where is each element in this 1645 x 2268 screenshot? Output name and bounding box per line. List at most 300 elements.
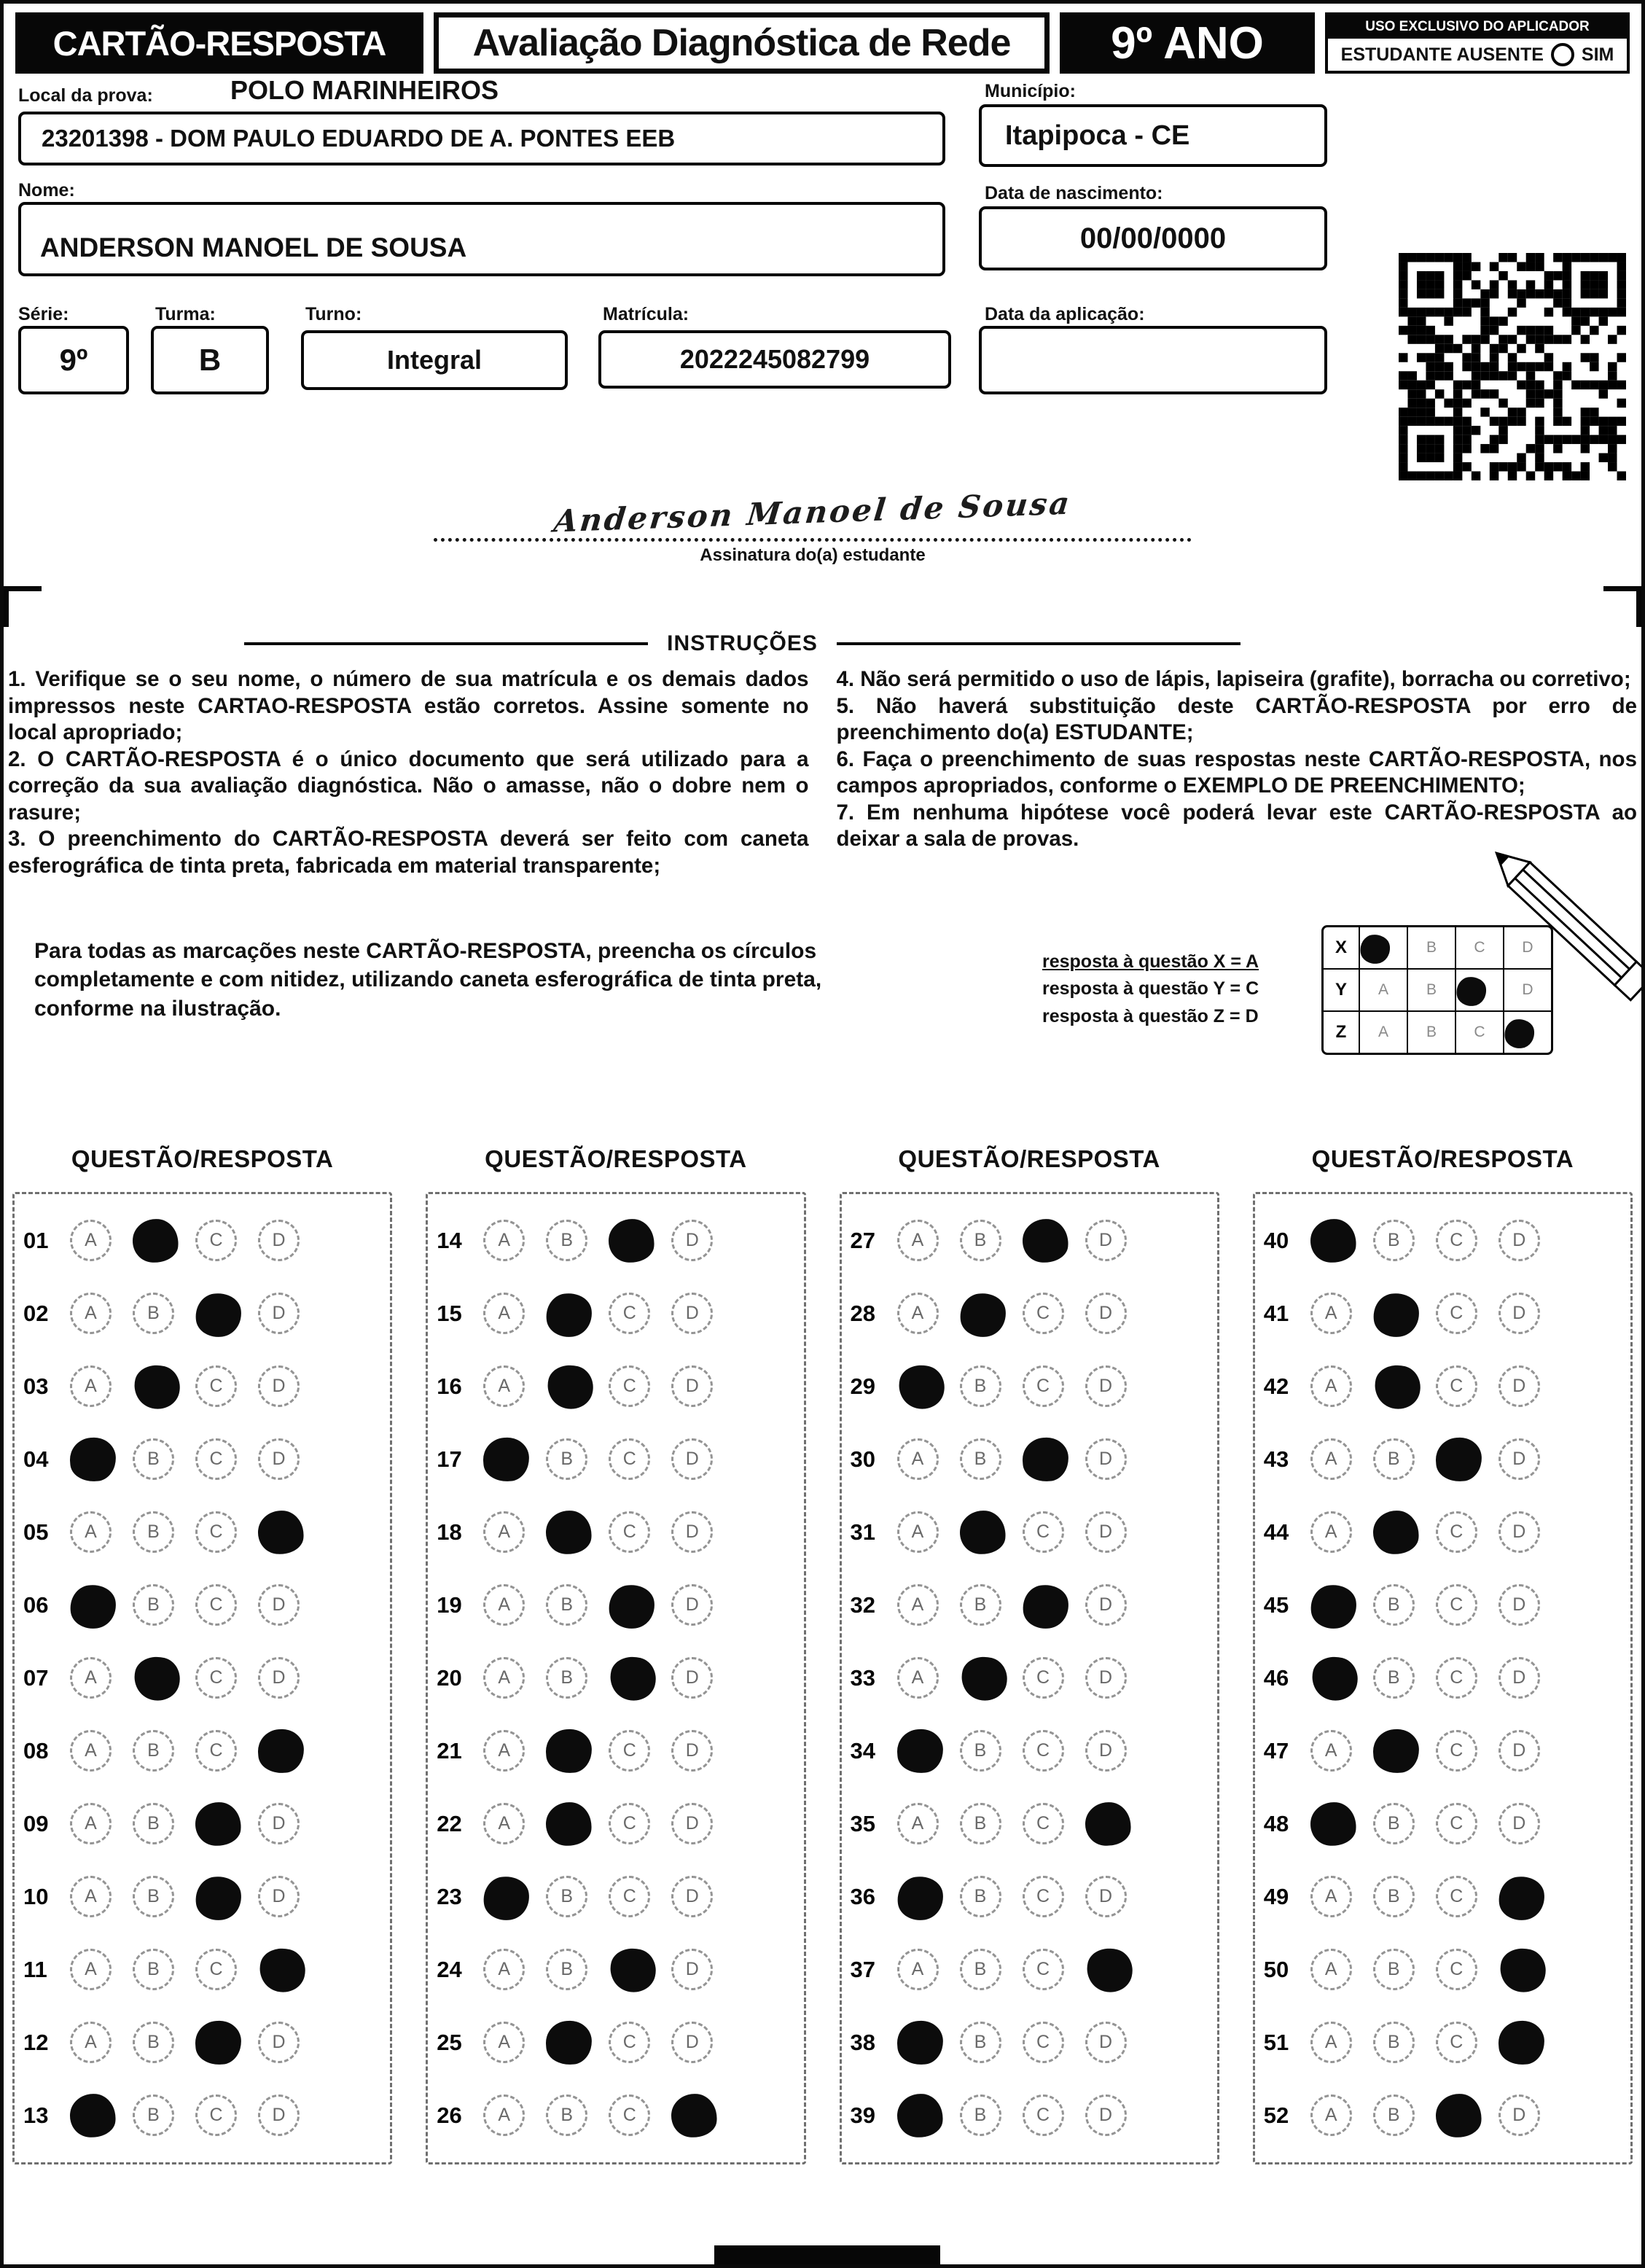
bubble-filled: [481, 1874, 533, 1923]
turno-field: Integral: [301, 330, 568, 390]
bubble: B: [960, 1584, 1001, 1626]
question-number: 44: [1263, 1519, 1289, 1545]
question-row: [851, 1423, 1208, 1496]
question-row: [437, 2079, 794, 2152]
question-row: [23, 1350, 381, 1423]
bubble: A: [70, 2022, 112, 2063]
question-number: 34: [850, 1737, 875, 1764]
bubble: D: [671, 1293, 713, 1334]
bubble-filled: [958, 1508, 1008, 1556]
question-number: 46: [1263, 1664, 1289, 1691]
bubble: C: [195, 1949, 237, 1990]
bubble-filled: [606, 1943, 661, 1996]
bubble: C: [609, 1293, 650, 1334]
question-number: 43: [1263, 1446, 1289, 1472]
signature-area: [4, 485, 1641, 586]
question-row: [1264, 2079, 1622, 2152]
instructions-body: [8, 666, 1637, 880]
question-row: [23, 1715, 381, 1788]
example-line: resposta à questão Y = C: [1042, 978, 1259, 999]
question-number: 41: [1263, 1300, 1289, 1326]
question-number: 09: [23, 1810, 49, 1836]
bubble-filled: [544, 1728, 593, 1774]
answer-column-header: QUESTÃO/RESPOSTA: [485, 1145, 747, 1172]
bubble: A: [483, 1949, 525, 1990]
bubble: D: [258, 1365, 300, 1407]
question-row: [851, 1642, 1208, 1715]
question-row: [23, 1277, 381, 1350]
answer-column-header: QUESTÃO/RESPOSTA: [1311, 1145, 1574, 1172]
bubble: D: [1085, 1584, 1127, 1626]
question-row: [23, 1860, 381, 1933]
bubble: C: [1436, 1511, 1477, 1553]
bubble: D: [258, 1220, 300, 1261]
answer-grid: [12, 1192, 392, 2164]
question-number: 05: [23, 1519, 49, 1545]
bubble: C: [195, 1584, 237, 1626]
bubble: D: [671, 2022, 713, 2063]
bubble-filled: [544, 2019, 593, 2066]
bubble: B: [960, 1876, 1001, 1917]
question-row: [23, 1423, 381, 1496]
question-number: 20: [437, 1664, 462, 1691]
aplicacao-field: [979, 326, 1327, 394]
bubble: A: [897, 1584, 939, 1626]
bubble: B: [546, 1438, 587, 1480]
question-number: 04: [23, 1446, 49, 1472]
exam-title: Avaliação Diagnóstica de Rede: [434, 12, 1050, 74]
example-bubble-filled: [1359, 927, 1407, 968]
question-number: 33: [850, 1664, 875, 1691]
bubble: D: [1499, 1438, 1540, 1480]
answer-column-header: QUESTÃO/RESPOSTA: [898, 1145, 1160, 1172]
bubble: C: [1023, 1730, 1064, 1772]
signature-line: [434, 538, 1192, 542]
bubble: B: [1373, 1220, 1415, 1261]
bubble: C: [609, 1438, 650, 1480]
bubble: D: [258, 2022, 300, 2063]
bubble: D: [1085, 1220, 1127, 1261]
answer-grid: [426, 1192, 805, 2164]
registration-mark-left: [4, 586, 42, 627]
question-number: 14: [437, 1227, 462, 1253]
question-row: [23, 2079, 381, 2152]
bubble-filled: [257, 1728, 305, 1774]
bubble: C: [1023, 2094, 1064, 2136]
question-row: [851, 1496, 1208, 1569]
bubble: A: [1310, 1730, 1352, 1772]
question-row: [437, 1642, 794, 1715]
bubble: D: [258, 1803, 300, 1844]
bubble-filled: [1020, 1582, 1071, 1632]
bubble-filled: [1369, 1360, 1425, 1413]
bubble-filled: [957, 1290, 1009, 1340]
bubble: B: [960, 1730, 1001, 1772]
bubble-filled: [544, 1290, 595, 1340]
question-row: [1264, 1788, 1622, 1860]
bubble: A: [1310, 1365, 1352, 1407]
question-number: 50: [1263, 1956, 1289, 1982]
bubble: D: [258, 1584, 300, 1626]
bubble: A: [897, 1803, 939, 1844]
bubble: D: [1499, 1511, 1540, 1553]
question-row: [1264, 1204, 1622, 1277]
bubble: A: [1310, 1293, 1352, 1334]
local-label: Local da prova:: [18, 85, 153, 106]
bubble: D: [1499, 1365, 1540, 1407]
question-row: [851, 1933, 1208, 2006]
instruction-item: 3. O preenchimento do CARTÃO-RESPOSTA deverá ser feito com caneta esferográfica de tinta preta, fabricada em material transparente;: [8, 827, 809, 878]
bubble: C: [195, 1511, 237, 1553]
question-row: [1264, 1715, 1622, 1788]
bubble: D: [1499, 1584, 1540, 1626]
aplicador-bar-label: USO EXCLUSIVO DO APLICADOR: [1328, 15, 1627, 39]
question-number: 13: [23, 2102, 49, 2128]
bubble-filled: [894, 1874, 946, 1923]
bubble: C: [1023, 1803, 1064, 1844]
fill-note: Para todas as marcações neste CARTÃO-RESPOSTA, preencha os círculos completamente e com nitidez, utilizando caneta esferográfica de tinta preta, conforme na ilustração.: [34, 938, 822, 1021]
card-title: CARTÃO-RESPOSTA: [15, 12, 423, 74]
local-value: POLO MARINHEIROS: [230, 75, 499, 105]
example-bubble-filled: [1455, 970, 1503, 1010]
matricula-label: Matrícula:: [603, 304, 689, 324]
question-row: [851, 1860, 1208, 1933]
question-row: [1264, 1569, 1622, 1642]
matricula-field: 2022245082799: [598, 330, 951, 389]
bubble: D: [258, 1657, 300, 1699]
bubble: A: [897, 1949, 939, 1990]
question-row: [437, 1496, 794, 1569]
answer-column: [12, 1145, 392, 2164]
question-row: [437, 1423, 794, 1496]
bubble: A: [70, 1511, 112, 1553]
example-table: [1321, 925, 1553, 1055]
bubble: C: [195, 2094, 237, 2136]
question-number: 37: [850, 1956, 875, 1982]
absent-bubble: [1551, 43, 1574, 66]
bubble: C: [1023, 1876, 1064, 1917]
bubble: A: [70, 1293, 112, 1334]
serie-label: Série:: [18, 304, 69, 324]
question-row: [851, 1204, 1208, 1277]
question-number: 10: [23, 1883, 49, 1909]
question-number: 40: [1263, 1227, 1289, 1253]
bubble-filled: [68, 2091, 118, 2139]
bubble: B: [133, 1438, 174, 1480]
turma-label: Turma:: [155, 304, 216, 324]
bubble: A: [1310, 1949, 1352, 1990]
question-number: 28: [850, 1300, 875, 1326]
bubble: C: [1436, 1365, 1477, 1407]
bubble: B: [133, 1511, 174, 1553]
bubble-filled: [1020, 1216, 1071, 1264]
bubble: A: [1310, 2094, 1352, 2136]
bubble: C: [1436, 1803, 1477, 1844]
bubble: C: [195, 1365, 237, 1407]
question-row: [1264, 1642, 1622, 1715]
bubble: C: [609, 1511, 650, 1553]
bubble: D: [671, 1584, 713, 1626]
example-bubble: A: [1359, 1012, 1407, 1053]
bubble: D: [1499, 2094, 1540, 2136]
question-number: 25: [437, 2029, 462, 2055]
instruction-item: 1. Verifique se o seu nome, o número de sua matrícula e os demais dados impressos neste CARTAO-RESPOSTA estão corretos. Assine somente no local apropriado;: [8, 667, 809, 745]
bubble-filled: [482, 1436, 531, 1483]
bubble: A: [70, 1220, 112, 1261]
nome-field: ANDERSON MANOEL DE SOUSA: [18, 202, 945, 276]
aplicacao-label: Data da aplicação:: [985, 304, 1145, 324]
bubble: A: [483, 1730, 525, 1772]
bubble: C: [1436, 1657, 1477, 1699]
bubble: D: [258, 1438, 300, 1480]
question-number: 47: [1263, 1737, 1289, 1764]
bubble-filled: [192, 1290, 244, 1340]
question-number: 31: [850, 1519, 875, 1545]
bubble: D: [1085, 1657, 1127, 1699]
bubble: B: [546, 1876, 587, 1917]
bubble-filled: [256, 1508, 306, 1556]
bubble-filled: [895, 1728, 944, 1774]
bubble-filled: [194, 2019, 243, 2066]
question-number: 08: [23, 1737, 49, 1764]
question-row: [851, 1788, 1208, 1860]
question-number: 39: [850, 2102, 875, 2128]
example-lines: [1042, 948, 1259, 1031]
example-bubble: B: [1407, 927, 1455, 968]
bubble-filled: [255, 1943, 310, 1996]
question-row: [1264, 1860, 1622, 1933]
bubble: A: [483, 1365, 525, 1407]
question-row: [23, 1204, 381, 1277]
bubble: B: [133, 1876, 174, 1917]
signature-caption: Assinatura do(a) estudante: [700, 545, 926, 565]
absent-row: [1328, 39, 1627, 71]
header: [15, 12, 1630, 74]
instructions-header: [244, 631, 1240, 656]
bubble: A: [1310, 1876, 1352, 1917]
question-number: 35: [850, 1810, 875, 1836]
bubble: B: [960, 1438, 1001, 1480]
bubble-filled: [669, 2091, 719, 2139]
question-row: [1264, 1933, 1622, 2006]
question-row: [851, 2079, 1208, 2152]
bubble-filled: [130, 1216, 181, 1264]
bubble: D: [671, 1803, 713, 1844]
question-number: 27: [850, 1227, 875, 1253]
bubble-filled: [1307, 1651, 1362, 1704]
aplicador-box: [1325, 12, 1630, 74]
answer-column: [840, 1145, 1219, 2164]
example-line: resposta à questão X = A: [1042, 951, 1259, 972]
bubble: B: [1373, 1657, 1415, 1699]
example-bubble: B: [1407, 970, 1455, 1010]
school-field: 23201398 - DOM PAULO EDUARDO DE A. PONTES EEB: [18, 112, 945, 165]
bubble-filled: [544, 1508, 594, 1556]
bubble: D: [671, 1730, 713, 1772]
example-bubble: D: [1503, 927, 1551, 968]
question-row: [437, 1933, 794, 2006]
bubble: C: [1436, 1220, 1477, 1261]
registration-marks: [4, 586, 1641, 631]
question-number: 23: [437, 1883, 462, 1909]
question-row: [1264, 1350, 1622, 1423]
bubble: D: [1085, 1511, 1127, 1553]
serie-field: 9º: [18, 326, 129, 394]
bubble: A: [70, 1365, 112, 1407]
bubble-filled: [1434, 1436, 1483, 1483]
bubble: D: [1499, 1657, 1540, 1699]
bubble: B: [960, 1365, 1001, 1407]
example-row-label: Y: [1335, 979, 1347, 999]
fill-example-section: [4, 924, 1641, 1086]
bubble: A: [70, 1949, 112, 1990]
example-row: [1324, 1010, 1551, 1053]
question-row: [437, 1350, 794, 1423]
bubble: C: [609, 1876, 650, 1917]
question-row: [1264, 1277, 1622, 1350]
bubble: A: [897, 1511, 939, 1553]
filled-mark: [1455, 975, 1488, 1008]
example-bubble: C: [1455, 1012, 1503, 1053]
bubble-filled: [606, 1216, 657, 1264]
question-row: [437, 1788, 794, 1860]
bubble: A: [483, 1511, 525, 1553]
bubble: B: [133, 1293, 174, 1334]
bubble: D: [1085, 1730, 1127, 1772]
question-row: [437, 1204, 794, 1277]
bubble: D: [671, 1365, 713, 1407]
answer-grid: [1253, 1192, 1633, 2164]
example-bubble-filled: [1503, 1012, 1551, 1053]
example-row: [1324, 927, 1551, 968]
bubble: B: [133, 1803, 174, 1844]
question-number: 02: [23, 1300, 49, 1326]
bubble: A: [897, 1657, 939, 1699]
question-number: 06: [23, 1591, 49, 1618]
bubble: C: [1023, 1365, 1064, 1407]
bubble: B: [546, 1584, 587, 1626]
bubble-filled: [894, 1360, 949, 1413]
bubble: D: [671, 1657, 713, 1699]
question-row: [1264, 1423, 1622, 1496]
bubble: C: [1436, 1293, 1477, 1334]
bubble: B: [133, 2022, 174, 2063]
example-line: resposta à questão Z = D: [1042, 1005, 1259, 1026]
bubble: A: [897, 1438, 939, 1480]
bubble-filled: [67, 1582, 119, 1632]
nome-label: Nome:: [18, 180, 75, 200]
bubble: B: [960, 1220, 1001, 1261]
bubble: C: [1023, 1657, 1064, 1699]
instructions-title: INSTRUÇÕES: [667, 631, 818, 655]
question-row: [851, 1350, 1208, 1423]
turno-label: Turno:: [305, 304, 362, 324]
instructions-left: [8, 666, 809, 880]
registration-mark-right: [1603, 586, 1641, 627]
bubble: A: [483, 1220, 525, 1261]
bubble: D: [1499, 1220, 1540, 1261]
bubble-filled: [193, 1799, 243, 1847]
question-row: [437, 2006, 794, 2079]
instruction-item: 4. Não será permitido o uso de lápis, lapiseira (grafite), borracha ou corretivo;: [836, 667, 1631, 691]
bubble: D: [671, 1220, 713, 1261]
question-row: [23, 2006, 381, 2079]
bubble: A: [483, 2094, 525, 2136]
answer-column: [1253, 1145, 1633, 2164]
bubble: C: [1023, 1949, 1064, 1990]
bubble-filled: [1495, 1943, 1550, 1996]
bubble: B: [960, 2094, 1001, 2136]
nascimento-label: Data de nascimento:: [985, 183, 1163, 203]
rule-line: [244, 642, 648, 645]
bubble: D: [1499, 1293, 1540, 1334]
municipio-field: Itapipoca - CE: [979, 104, 1327, 167]
bubble-filled: [606, 1651, 661, 1704]
bubble: D: [671, 1438, 713, 1480]
example-bubble: C: [1455, 927, 1503, 968]
bubble-filled: [1434, 2091, 1484, 2139]
bubble: D: [671, 1511, 713, 1553]
bubble: D: [1499, 1730, 1540, 1772]
bubble: D: [1085, 1293, 1127, 1334]
question-number: 49: [1263, 1883, 1289, 1909]
bubble: A: [70, 1803, 112, 1844]
answer-column: [426, 1145, 805, 2164]
absent-label: ESTUDANTE AUSENTE: [1340, 44, 1544, 65]
bubble: A: [483, 1657, 525, 1699]
bubble: B: [1373, 1438, 1415, 1480]
question-row: [23, 1933, 381, 2006]
bubble: C: [1436, 1876, 1477, 1917]
grade-badge: 9º ANO: [1060, 12, 1315, 74]
bubble: C: [609, 2022, 650, 2063]
bubble: D: [671, 1949, 713, 1990]
bubble: B: [960, 1949, 1001, 1990]
bubble: C: [195, 1438, 237, 1480]
bubble: A: [1310, 2022, 1352, 2063]
instruction-item: 2. O CARTÃO-RESPOSTA é o único documento que será utilizado para a correção da sua avaliação diagnóstica. Não o amasse, não o dobre nem o rasure;: [8, 747, 809, 825]
question-row: [437, 1715, 794, 1788]
question-number: 42: [1263, 1373, 1289, 1399]
student-signature: Anderson Manoel de Sousa: [552, 485, 1074, 539]
bubble-filled: [1308, 1799, 1359, 1847]
question-row: [23, 1788, 381, 1860]
example-row-label: Z: [1335, 1021, 1347, 1042]
turma-field: B: [151, 326, 269, 394]
bubble-filled: [1371, 1508, 1421, 1556]
question-number: 52: [1263, 2102, 1289, 2128]
bubble-filled: [69, 1436, 117, 1483]
bubble-filled: [1497, 2019, 1546, 2066]
bubble-filled: [1082, 1943, 1137, 1996]
bubble: B: [133, 1730, 174, 1772]
question-number: 36: [850, 1883, 875, 1909]
student-form: [15, 74, 1630, 493]
question-number: 17: [437, 1446, 462, 1472]
example-bubble: D: [1503, 970, 1551, 1010]
qr-code: [1399, 253, 1626, 480]
bubble-filled: [1372, 1728, 1421, 1774]
bubble: A: [897, 1293, 939, 1334]
bubble: B: [1373, 1949, 1415, 1990]
bubble: B: [546, 1949, 587, 1990]
bubble: C: [609, 1730, 650, 1772]
bubble: C: [609, 1365, 650, 1407]
filled-mark: [1503, 1017, 1536, 1050]
bubble-filled: [606, 1582, 658, 1632]
question-number: 32: [850, 1591, 875, 1618]
bubble: A: [1310, 1438, 1352, 1480]
